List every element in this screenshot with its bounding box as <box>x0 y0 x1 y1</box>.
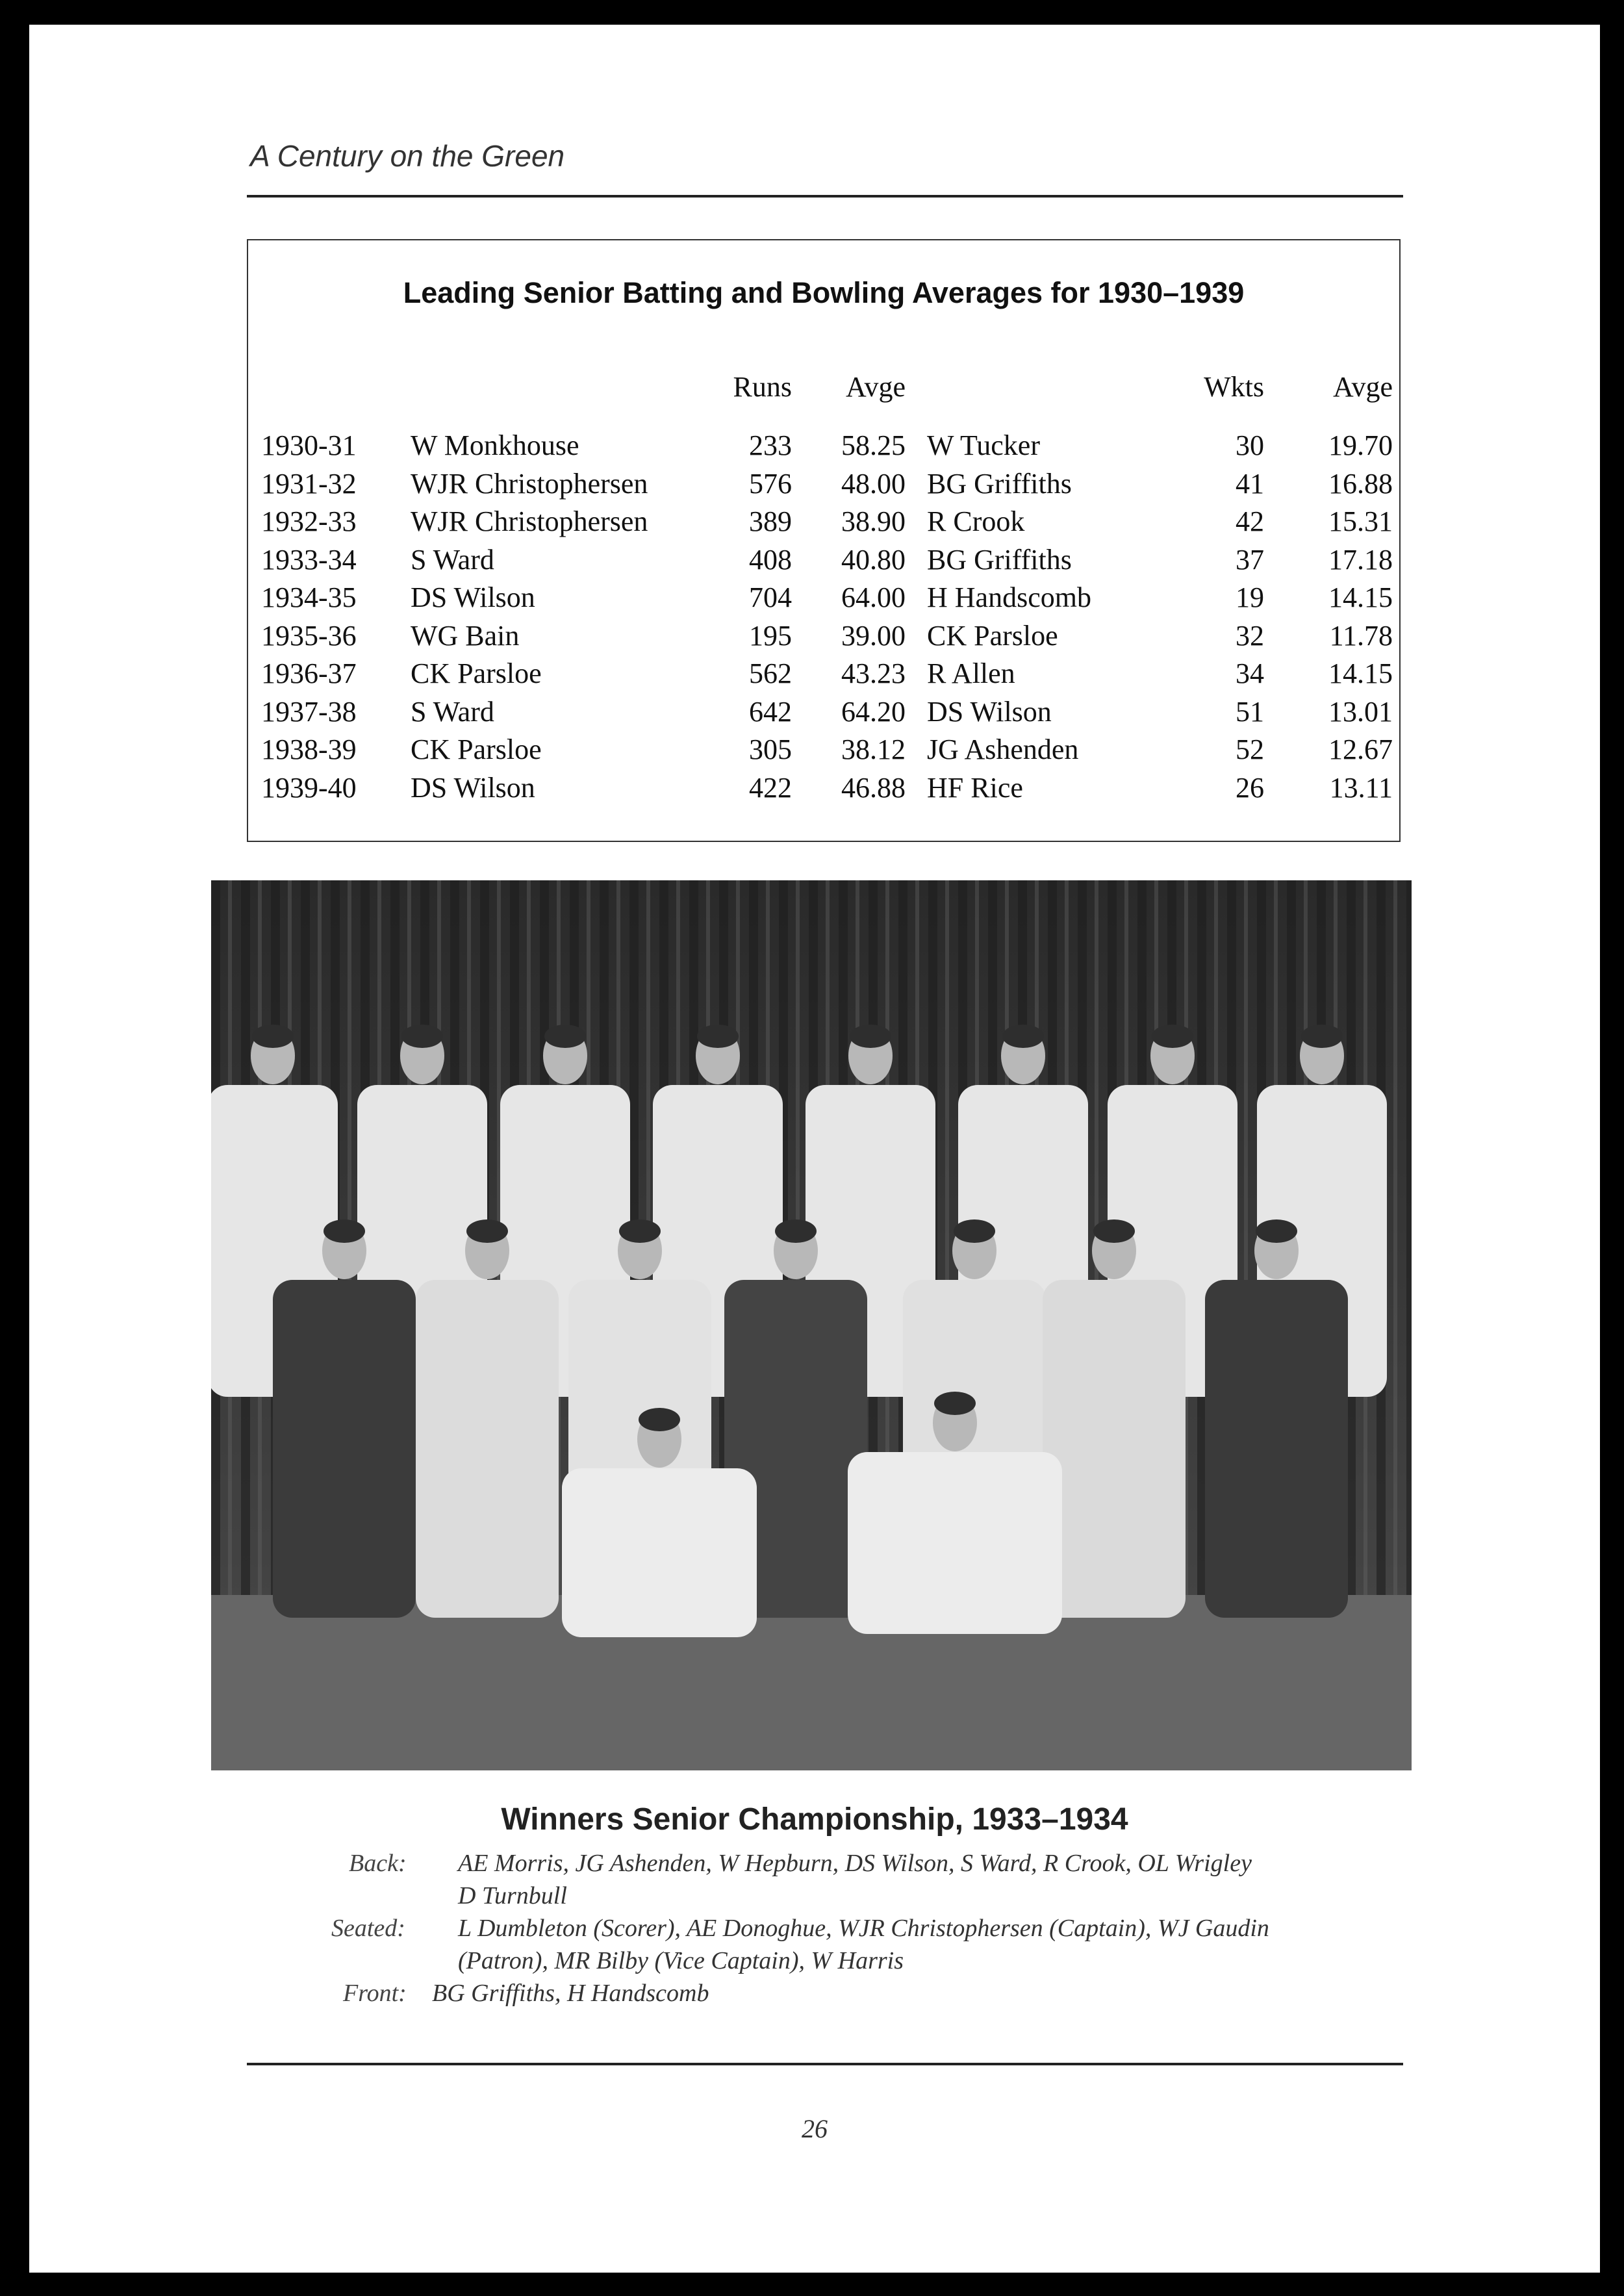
bowler-cell: BG Griffiths <box>927 543 1072 576</box>
caption-front-line: BG Griffiths, H Handscomb <box>432 1980 709 2007</box>
batsman-cell: CK Parsloe <box>411 733 542 765</box>
footer-rule <box>247 2063 1403 2065</box>
bowling-avge-cell: 13.01 <box>1328 695 1393 728</box>
batsman-cell: S Ward <box>411 695 494 728</box>
season-cell: 1935-36 <box>261 619 357 652</box>
bowling-avge-cell: 16.88 <box>1328 467 1393 500</box>
header-wkts: Wkts <box>1204 371 1264 403</box>
runs-cell: 305 <box>749 733 792 765</box>
bowler-cell: R Crook <box>927 505 1025 537</box>
bowling-avge-cell: 12.67 <box>1328 733 1393 765</box>
runs-cell: 576 <box>749 467 792 500</box>
bowler-cell: CK Parsloe <box>927 619 1058 652</box>
wkts-cell: 37 <box>1236 543 1264 576</box>
batting-avge-cell: 38.90 <box>841 505 906 537</box>
batsman-cell: DS Wilson <box>411 771 535 804</box>
batsman-cell: S Ward <box>411 543 494 576</box>
batting-avge-cell: 38.12 <box>841 733 906 765</box>
batsman-cell: CK Parsloe <box>411 657 542 689</box>
bowling-avge-cell: 11.78 <box>1329 619 1393 652</box>
page <box>29 25 1600 2273</box>
header-bowling-avge: Avge <box>1332 371 1393 403</box>
team-photo-image <box>211 880 1412 1770</box>
team-photograph <box>211 880 1412 1770</box>
page-number: 26 <box>802 2114 828 2143</box>
bowler-cell: H Handscomb <box>927 581 1091 613</box>
batsman-cell: WJR Christophersen <box>411 505 648 537</box>
season-cell: 1934-35 <box>261 581 357 613</box>
runs-cell: 408 <box>749 543 792 576</box>
running-head: A Century on the Green <box>250 139 565 173</box>
caption-seated-line-1: L Dumbleton (Scorer), AE Donoghue, WJR Christophersen (Captain), WJ Gaudin <box>458 1915 1269 1942</box>
wkts-cell: 41 <box>1236 467 1264 500</box>
season-cell: 1936-37 <box>261 657 357 689</box>
batting-avge-cell: 46.88 <box>841 771 906 804</box>
season-cell: 1939-40 <box>261 771 357 804</box>
bowling-avge-cell: 19.70 <box>1328 429 1393 461</box>
season-cell: 1933-34 <box>261 543 357 576</box>
batsman-cell: WG Bain <box>411 619 520 652</box>
bowler-cell: R Allen <box>927 657 1015 689</box>
batting-avge-cell: 58.25 <box>841 429 906 461</box>
batsman-cell: W Monkhouse <box>411 429 579 461</box>
season-cell: 1930-31 <box>261 429 357 461</box>
wkts-cell: 34 <box>1236 657 1264 689</box>
runs-cell: 642 <box>749 695 792 728</box>
batting-avge-cell: 64.20 <box>841 695 906 728</box>
caption-title: Winners Senior Championship, 1933–1934 <box>501 1802 1128 1837</box>
bowler-cell: DS Wilson <box>927 695 1052 728</box>
batsman-cell: WJR Christophersen <box>411 467 648 500</box>
bowler-cell: HF Rice <box>927 771 1023 804</box>
batsman-cell: DS Wilson <box>411 581 535 613</box>
averages-table <box>247 239 1401 842</box>
header-batting-avge: Avge <box>845 371 906 403</box>
caption-front-label: Front: <box>343 1980 407 2007</box>
caption-seated-label: Seated: <box>331 1915 405 1942</box>
batting-avge-cell: 64.00 <box>841 581 906 613</box>
bowling-avge-cell: 14.15 <box>1328 657 1393 689</box>
runs-cell: 562 <box>749 657 792 689</box>
batting-avge-cell: 40.80 <box>841 543 906 576</box>
season-cell: 1931-32 <box>261 467 357 500</box>
batting-avge-cell: 48.00 <box>841 467 906 500</box>
bowler-cell: JG Ashenden <box>927 733 1079 765</box>
bowling-avge-cell: 14.15 <box>1328 581 1393 613</box>
header-runs: Runs <box>733 371 792 403</box>
season-cell: 1937-38 <box>261 695 357 728</box>
bowling-avge-cell: 13.11 <box>1329 771 1393 804</box>
batting-avge-cell: 43.23 <box>841 657 906 689</box>
runs-cell: 389 <box>749 505 792 537</box>
caption-back-line-2: D Turnbull <box>458 1882 567 1909</box>
caption-seated-line-2: (Patron), MR Bilby (Vice Captain), W Harris <box>458 1947 904 1974</box>
runs-cell: 704 <box>749 581 792 613</box>
wkts-cell: 32 <box>1236 619 1264 652</box>
runs-cell: 233 <box>749 429 792 461</box>
runs-cell: 422 <box>749 771 792 804</box>
wkts-cell: 52 <box>1236 733 1264 765</box>
bowler-cell: W Tucker <box>927 429 1040 461</box>
caption-back-line-1: AE Morris, JG Ashenden, W Hepburn, DS Wilson, S Ward, R Crook, OL Wrigley <box>458 1850 1252 1877</box>
bowling-avge-cell: 15.31 <box>1328 505 1393 537</box>
season-cell: 1932-33 <box>261 505 357 537</box>
caption-back-label: Back: <box>349 1850 407 1877</box>
wkts-cell: 51 <box>1236 695 1264 728</box>
header-rule <box>247 195 1403 198</box>
runs-cell: 195 <box>749 619 792 652</box>
bowling-avge-cell: 17.18 <box>1328 543 1393 576</box>
table-title: Leading Senior Batting and Bowling Averages for 1930–1939 <box>403 276 1245 309</box>
batting-avge-cell: 39.00 <box>841 619 906 652</box>
wkts-cell: 30 <box>1236 429 1264 461</box>
wkts-cell: 19 <box>1236 581 1264 613</box>
wkts-cell: 26 <box>1236 771 1264 804</box>
season-cell: 1938-39 <box>261 733 357 765</box>
wkts-cell: 42 <box>1236 505 1264 537</box>
bowler-cell: BG Griffiths <box>927 467 1072 500</box>
